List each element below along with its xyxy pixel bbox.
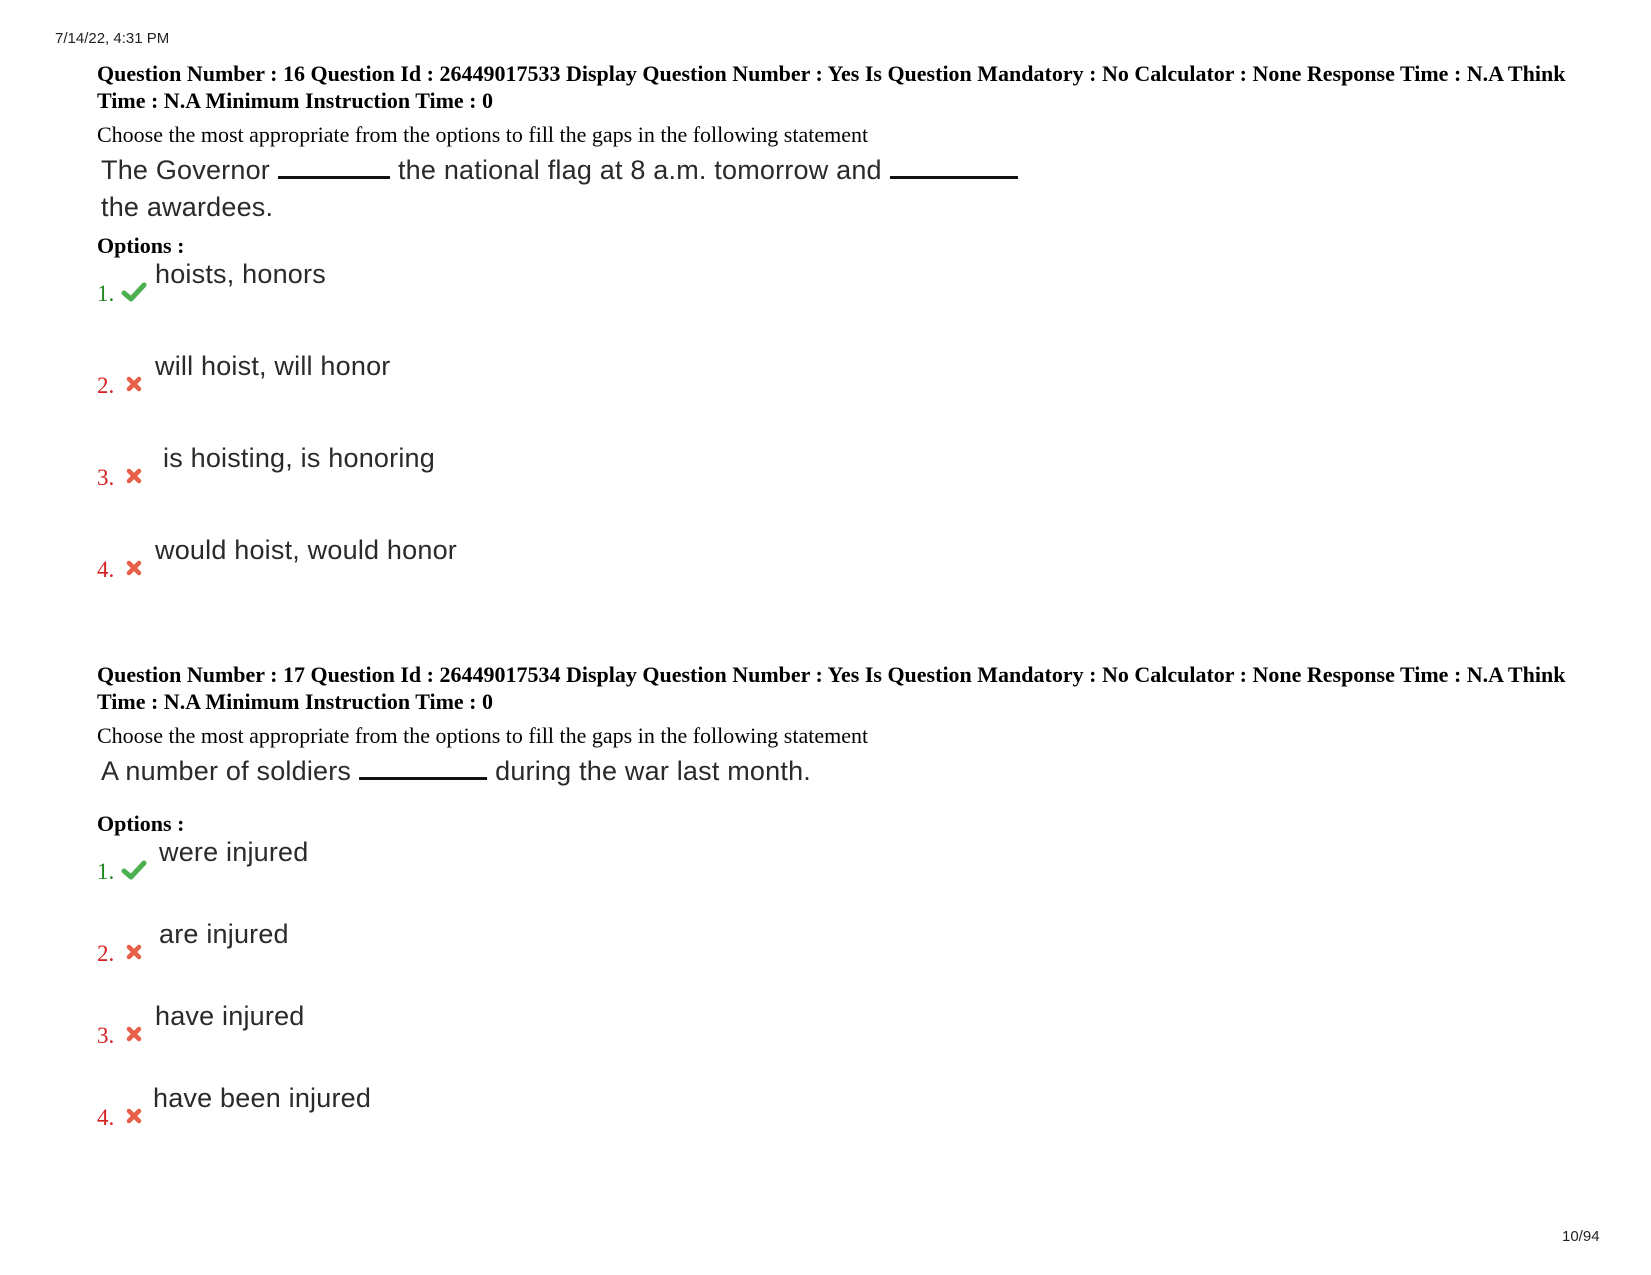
page-number: 10/94 [1562,1228,1600,1245]
option-text: will hoist, will honor [155,351,391,381]
options-label: Options : [97,233,185,258]
blank-line [359,757,487,780]
option-number: 2. [97,941,115,966]
option-text: have been injured [153,1083,372,1113]
cross-icon [121,1105,147,1127]
question-instruction: Choose the most appropriate from the options to fill the gaps in the following statement [97,723,869,748]
option-number: 1. [97,281,115,306]
option-item [97,837,1607,919]
cross-icon [121,941,147,963]
option-text: were injured [159,837,309,867]
question-instruction: Choose the most appropriate from the options to fill the gaps in the following statement [97,122,869,147]
option-text: hoists, honors [155,259,326,289]
cross-icon [121,373,147,395]
check-icon [121,281,147,303]
option-item [97,1001,1607,1083]
option-text: is hoisting, is honoring [163,443,435,473]
option-item [97,1083,1607,1165]
statement-part: A number of soldiers [101,756,352,786]
option-number: 3. [97,465,115,490]
options-list [97,837,1607,1165]
option-item [97,259,1607,351]
statement-part: The Governor [101,155,270,185]
option-item [97,443,1607,535]
check-icon [121,859,147,881]
option-number: 4. [97,557,115,582]
option-number: 2. [97,373,115,398]
cross-icon [121,557,147,579]
options-label: Options : [97,811,185,836]
option-text: would hoist, would honor [155,535,457,565]
option-item [97,919,1607,1001]
option-item [97,535,1607,627]
question-meta: Question Number : 17 Question Id : 26449017534 Display Question Number : Yes Is Question Mandatory : No Calculator : None Response Time : N.A Think Time : N.A Minimum Instruction Time : 0 [97,662,1566,714]
cross-icon [121,465,147,487]
option-text: have injured [155,1001,305,1031]
option-number: 3. [97,1023,115,1048]
option-number: 1. [97,859,115,884]
question-statement [101,152,1607,226]
question-meta: Question Number : 16 Question Id : 26449017533 Display Question Number : Yes Is Question Mandatory : No Calculator : None Response Time : N.A Think Time : N.A Minimum Instruction Time : 0 [97,61,1566,113]
option-item [97,351,1607,443]
question-block [97,661,1607,1165]
options-list [97,259,1607,627]
blank-line [278,156,390,179]
question-statement [101,753,1607,790]
cross-icon [121,1023,147,1045]
statement-part: the national flag at 8 a.m. tomorrow and [397,155,882,185]
option-number: 4. [97,1105,115,1130]
option-text: are injured [159,919,289,949]
statement-part: the awardees. [101,192,274,222]
statement-part: during the war last month. [495,756,811,786]
question-block [97,60,1607,627]
print-date: 7/14/22, 4:31 PM [55,30,170,47]
blank-line [890,156,1018,179]
